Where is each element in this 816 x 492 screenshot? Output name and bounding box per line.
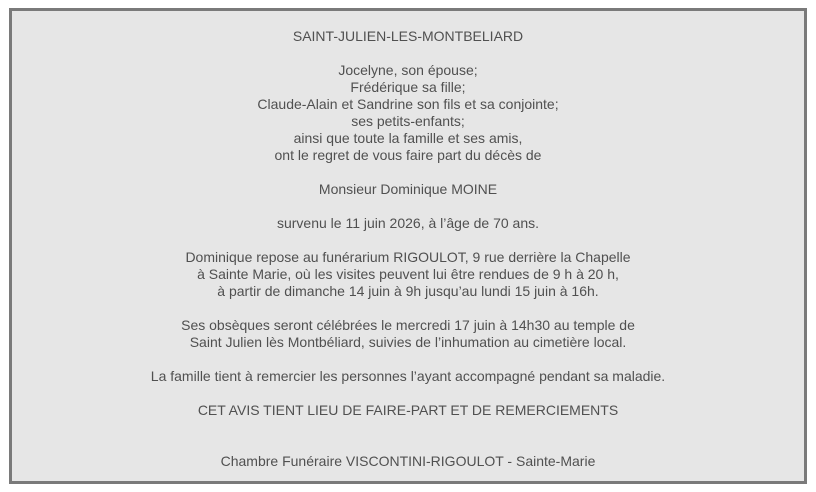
viewing-line: Dominique repose au funérarium RIGOULOT, 9 rue derrière la Chapelle bbox=[185, 249, 631, 265]
family-line: Claude-Alain et Sandrine son fils et sa conjointe; bbox=[257, 96, 559, 112]
family-line: Jocelyne, son épouse; bbox=[338, 62, 478, 78]
funeral-home: Chambre Funéraire VISCONTINI-RIGOULOT - Sainte-Marie bbox=[220, 453, 596, 469]
notice-town: SAINT-JULIEN-LES-MONTBELIARD bbox=[292, 28, 524, 44]
viewing-line: à Sainte Marie, où les visites peuvent lui être rendues de 9 h à 20 h, bbox=[197, 266, 619, 282]
family-line: ses petits-enfants; bbox=[351, 113, 465, 129]
death-notice-panel bbox=[9, 8, 807, 484]
family-line: Frédérique sa fille; bbox=[350, 79, 466, 95]
family-line: ainsi que toute la famille et ses amis, bbox=[293, 130, 523, 146]
family-line: ont le regret de vous faire part du décès de bbox=[274, 147, 542, 163]
funeral-line: Ses obsèques seront célébrées le mercredi 17 juin à 14h30 au temple de bbox=[181, 317, 635, 333]
funeral-line: Saint Julien lès Montbéliard, suivies de l’inhumation au cimetière local. bbox=[189, 334, 627, 350]
deceased-name: Monsieur Dominique MOINE bbox=[318, 181, 498, 197]
notice-statement: CET AVIS TIENT LIEU DE FAIRE-PART ET DE REMERCIEMENTS bbox=[197, 402, 619, 418]
thanks-text: La famille tient à remercier les personnes l’ayant accompagné pendant sa maladie. bbox=[150, 368, 666, 384]
death-date: survenu le 11 juin 2026, à l’âge de 70 ans. bbox=[276, 215, 540, 231]
notice-text bbox=[12, 28, 804, 470]
viewing-line: à partir de dimanche 14 juin à 9h jusqu’au lundi 15 juin à 16h. bbox=[217, 283, 599, 299]
